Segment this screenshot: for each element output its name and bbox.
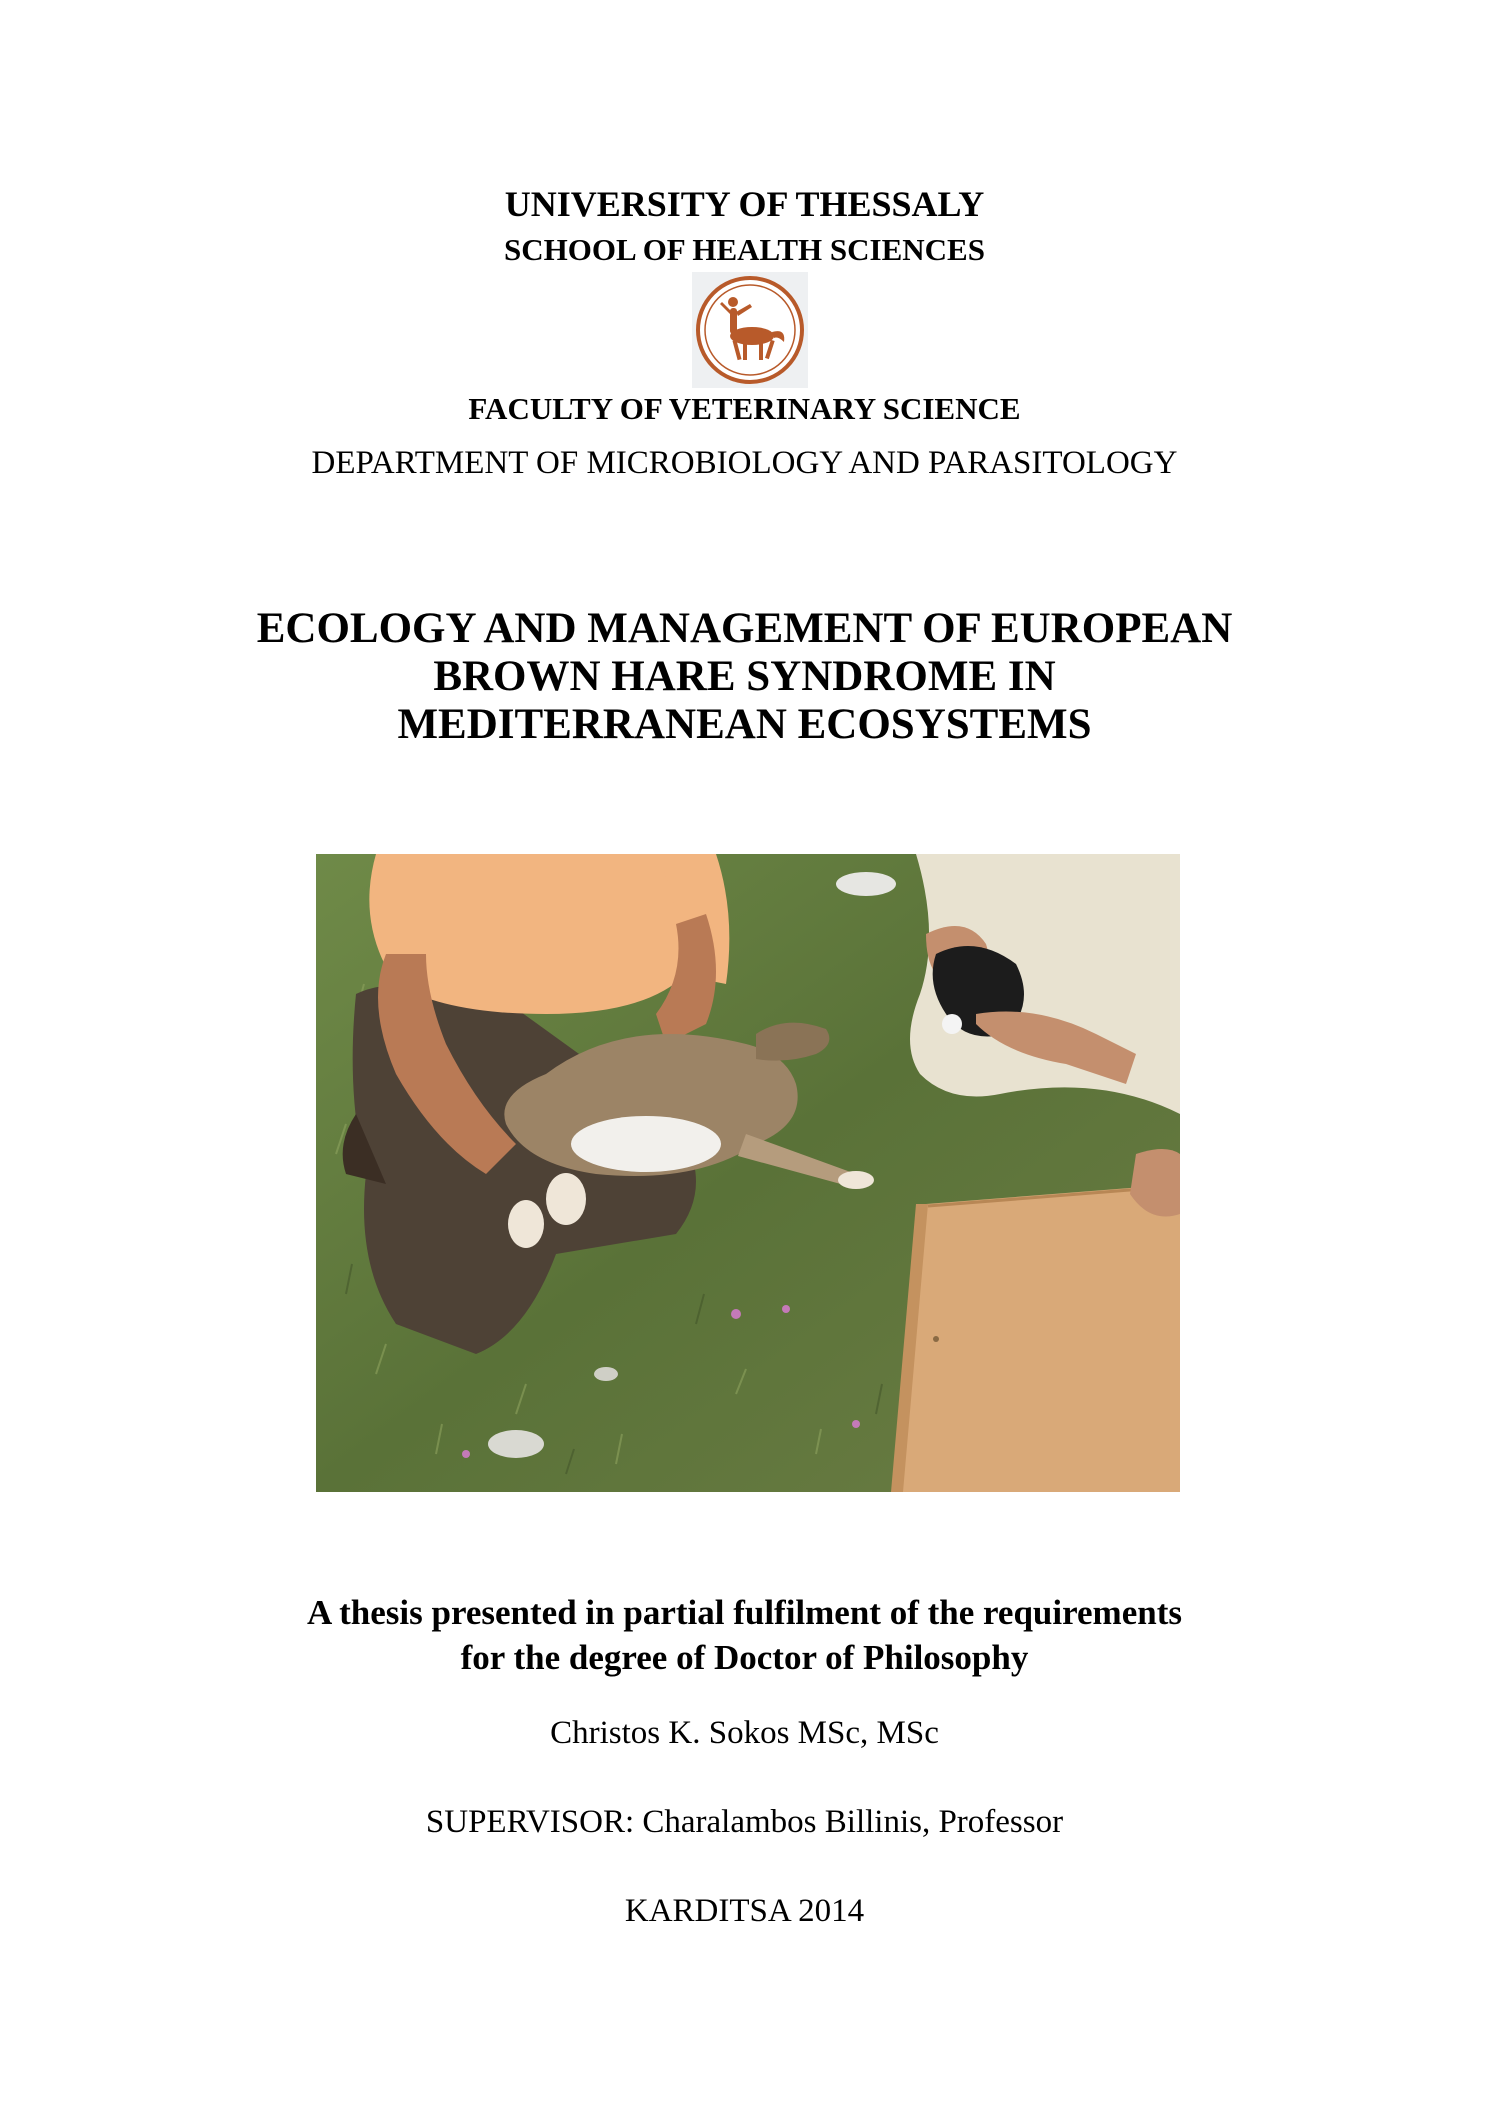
author-name: Christos K. Sokos MSc, MSc xyxy=(550,1715,939,1751)
university-logo xyxy=(692,272,808,388)
school-name: SCHOOL OF HEALTH SCIENCES xyxy=(504,232,985,267)
university-name: UNIVERSITY OF THESSALY xyxy=(504,184,985,224)
faculty-name: FACULTY OF VETERINARY SCIENCE xyxy=(468,391,1021,426)
field-photo-hare-sampling xyxy=(316,854,1180,1492)
title-line-3: MEDITERRANEAN ECOSYSTEMS xyxy=(397,701,1092,748)
thesis-statement xyxy=(0,1590,1489,1680)
centaur-seal-icon xyxy=(692,272,808,388)
title-line-2: BROWN HARE SYNDROME IN xyxy=(433,653,1056,700)
thesis-line-1: A thesis presented in partial fulfilment of the requirements xyxy=(307,1593,1182,1632)
cover-photo xyxy=(316,854,1180,1492)
supervisor-line: SUPERVISOR: Charalambos Billinis, Professor xyxy=(425,1804,1064,1840)
thesis-title xyxy=(0,605,1489,749)
title-line-1: ECOLOGY AND MANAGEMENT OF EUROPEAN xyxy=(256,605,1233,652)
place-year: KARDITSA 2014 xyxy=(624,1893,865,1929)
thesis-line-2: for the degree of Doctor of Philosophy xyxy=(460,1638,1029,1677)
department-name: DEPARTMENT OF MICROBIOLOGY AND PARASITOLOGY xyxy=(311,445,1178,481)
